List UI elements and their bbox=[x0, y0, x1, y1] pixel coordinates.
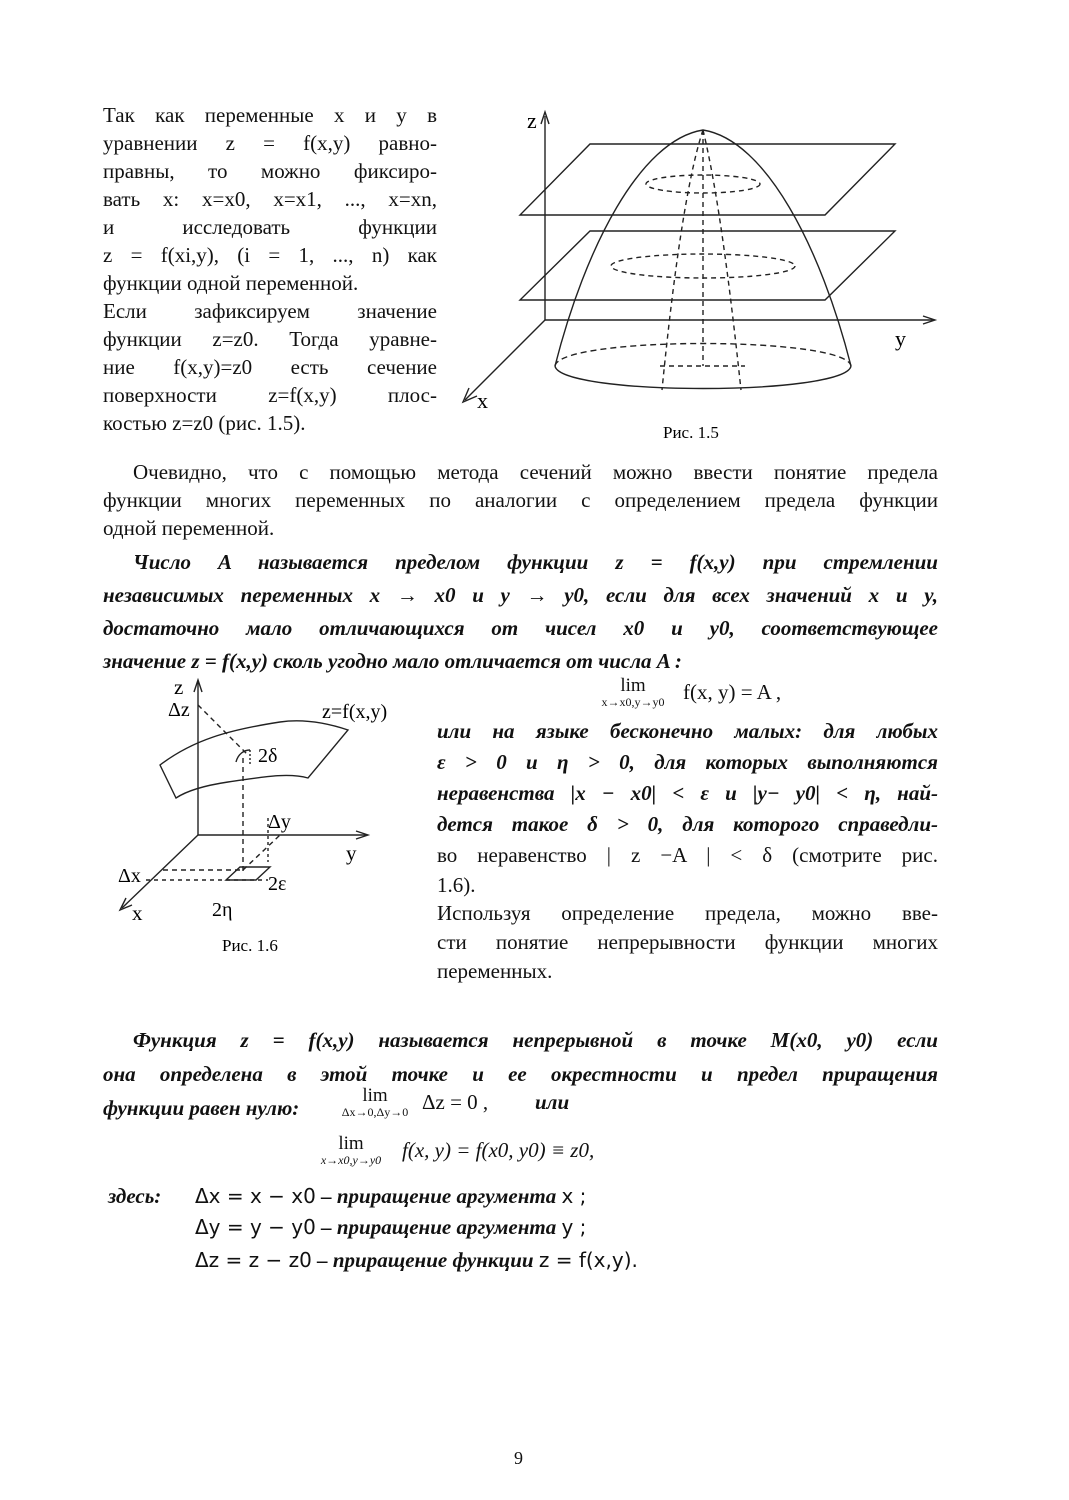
cont-limit-1 bbox=[330, 1086, 420, 1119]
delta-x-label: Δx bbox=[118, 865, 141, 887]
here-var: z = f(x,y). bbox=[538, 1248, 638, 1272]
here-text: – приращение аргумента bbox=[321, 1184, 557, 1208]
intro-line: и исследовать функции bbox=[103, 215, 437, 239]
cont-line: она определена в этой точке и ее окрестности и предел приращения bbox=[103, 1062, 938, 1086]
here-formula: Δy = y − y0 bbox=[195, 1215, 316, 1239]
lim-word: lim bbox=[362, 1085, 388, 1106]
intro-line: Так как переменные x и y в bbox=[103, 103, 437, 127]
paragraph-line: Очевидно, что с помощью метода сечений можно ввести понятие предела bbox=[133, 460, 938, 484]
here-formula: Δx = x − x0 bbox=[195, 1184, 316, 1208]
delta-z-label: Δz bbox=[168, 699, 190, 721]
definition-line: достаточно мало отличающихся от чисел x0 и y0, соответствующее bbox=[103, 616, 938, 640]
lim-subscript: x→x0,y→y0 bbox=[601, 695, 665, 709]
here-formula: Δz = z − z0 bbox=[195, 1248, 312, 1272]
page-number: 9 bbox=[514, 1448, 523, 1468]
eps-line: 1.6). bbox=[437, 873, 476, 897]
intro-line: вать x: x=x0, x=x1, ..., x=xn, bbox=[103, 187, 437, 211]
cont-line: функции равен нулю: bbox=[103, 1096, 300, 1120]
intro-paragraph bbox=[103, 101, 437, 437]
intro-line: правны, то можно фиксиро- bbox=[103, 159, 437, 183]
base-ellipse-front bbox=[555, 366, 851, 389]
eps-line: во неравенство | z −A | < δ (смотрите рис. bbox=[437, 843, 938, 867]
here-row bbox=[195, 1246, 638, 1274]
limit-formula bbox=[583, 676, 683, 709]
upper-plane bbox=[520, 144, 895, 215]
meridian bbox=[703, 130, 741, 390]
sections-paragraph bbox=[103, 458, 938, 542]
intro-line: Если зафиксируем значение bbox=[103, 299, 437, 323]
eps-line: неравенства |x − x0| < ε и |y− y0| < η, най- bbox=[437, 781, 938, 805]
z-label: z bbox=[527, 108, 537, 133]
lim-subscript: Δx→0,Δy→0 bbox=[341, 1105, 409, 1119]
here-row bbox=[195, 1182, 586, 1210]
here-text: – приращение функции bbox=[317, 1248, 534, 1272]
here-var: x ; bbox=[561, 1184, 587, 1208]
cont-limit-1-rhs: Δz = 0 , bbox=[422, 1090, 489, 1114]
definition-line: Число A называется пределом функции z = f(x,y) при стремлении bbox=[133, 550, 938, 574]
limit-definition bbox=[103, 546, 938, 678]
paragraph-line: одной переменной. bbox=[103, 516, 275, 540]
cont-limit-2 bbox=[302, 1134, 400, 1167]
here-text: – приращение аргумента bbox=[321, 1215, 557, 1239]
here-var: y ; bbox=[561, 1215, 587, 1239]
figure-caption: Рис. 1.5 bbox=[663, 423, 719, 442]
two-delta-label: 2δ bbox=[258, 745, 278, 767]
continuity-intro-line: переменных. bbox=[437, 959, 553, 983]
here-row bbox=[195, 1213, 586, 1241]
eps-line: или на языке бесконечно малых: для любых bbox=[437, 719, 938, 743]
lower-plane bbox=[520, 231, 895, 300]
intro-line: костью z=z0 (рис. 1.5). bbox=[103, 411, 306, 435]
intro-line: ние f(x,y)=z0 есть сечение bbox=[103, 355, 437, 379]
z-label: z bbox=[174, 675, 184, 699]
x-label: x bbox=[132, 901, 143, 925]
continuity-intro-line: Используя определение предела, можно вве- bbox=[437, 901, 938, 925]
delta-y-label: Δy bbox=[268, 811, 291, 833]
continuity-intro-line: сти понятие непрерывности функции многих bbox=[437, 930, 938, 954]
intro-line: z = f(xi,y), (i = 1, ..., n) как bbox=[103, 243, 437, 267]
two-eps-label: 2ε bbox=[268, 873, 287, 895]
intro-line: функции z=z0. Тогда уравне- bbox=[103, 327, 437, 351]
cont-limit-1-tail: или bbox=[535, 1090, 570, 1114]
here-label: здесь: bbox=[108, 1184, 162, 1208]
x-label: x bbox=[477, 388, 488, 413]
eps-eta-rectangle bbox=[226, 867, 270, 880]
two-eta-label: 2η bbox=[212, 899, 233, 921]
intro-line: поверхности z=f(x,y) плос- bbox=[103, 383, 437, 407]
surface-patch bbox=[160, 721, 348, 798]
figure-1-5 bbox=[455, 98, 950, 448]
lim-word: lim bbox=[338, 1133, 364, 1154]
y-label: y bbox=[895, 326, 906, 351]
intro-line: функции одной переменной. bbox=[103, 271, 359, 295]
definition-line: независимых переменных x → x0 и y → y0, если для всех значений x и y, bbox=[103, 583, 938, 607]
eps-line: дется такое δ > 0, для которого справедли- bbox=[437, 812, 938, 836]
y-label: y bbox=[346, 841, 357, 865]
meridian bbox=[662, 130, 703, 390]
projection-line bbox=[243, 835, 280, 870]
continuity-definition bbox=[103, 1023, 938, 1125]
intro-line: уравнении z = f(x,y) равно- bbox=[103, 131, 437, 155]
lim-subscript: x→x0,y→y0 bbox=[320, 1153, 382, 1167]
cont-line: Функция z = f(x,y) называется непрерывной в точке M(x0, y0) если bbox=[133, 1028, 938, 1052]
paragraph-line: функции многих переменных по аналогии с определением предела функции bbox=[103, 488, 938, 512]
definition-line: значение z = f(x,y) сколь угодно мало отличается от числа A : bbox=[103, 649, 682, 673]
figure-1-6 bbox=[108, 670, 428, 970]
surface-label: z=f(x,y) bbox=[322, 701, 388, 723]
limit-rhs: f(x, y) = A , bbox=[683, 680, 782, 704]
cont-limit-2-rhs: f(x, y) = f(x0, y0) ≡ z0, bbox=[402, 1138, 595, 1162]
eps-line: ε > 0 и η > 0, для которых выполняются bbox=[437, 750, 938, 774]
figure-caption: Рис. 1.6 bbox=[222, 936, 278, 955]
lim-word: lim bbox=[620, 675, 646, 696]
epsilon-delta-paragraph bbox=[437, 716, 938, 986]
